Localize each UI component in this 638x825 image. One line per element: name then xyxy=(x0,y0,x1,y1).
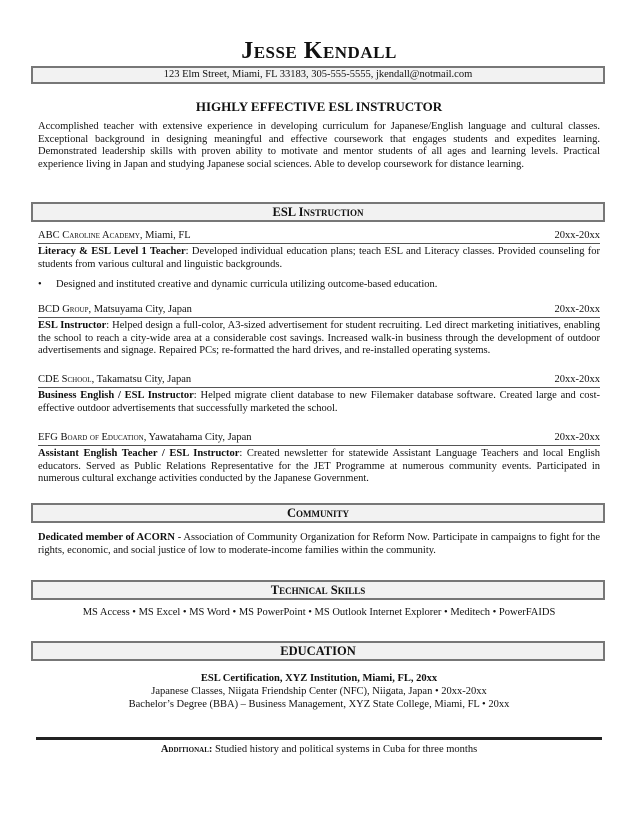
job-details: : Helped design a full-color, A3-sized advertisement for student recruiting. Led direct marketing initiatives, enabling the school to reach a city-wide area at a considerable cost savings. Increased walk-in business through the development of outdoor advertisements and signage. Repaired PCs; re-formatted the hard drives, and re-installed operating systems. xyxy=(38,320,600,357)
job-employer-line xyxy=(38,230,191,242)
employer-name: EFG Board of Education xyxy=(38,432,144,443)
job-employer-line xyxy=(38,374,191,386)
education-line-1: ESL Certification, XYZ Institution, Miami, FL, 20xx xyxy=(200,673,438,684)
contact-bar xyxy=(31,66,605,84)
job-location: , Yawatahama City, Japan xyxy=(143,432,252,443)
section-header-technical-skills xyxy=(31,580,605,600)
job-header xyxy=(38,230,600,244)
job-dates: 20xx-20xx xyxy=(554,304,600,315)
employer-name: ABC Caroline Academy xyxy=(38,230,140,241)
job-role: ESL Instructor xyxy=(38,320,107,331)
job-dates: 20xx-20xx xyxy=(554,374,600,385)
job-location: , Takamatsu City, Japan xyxy=(91,374,192,385)
employer-name: BCD Group xyxy=(38,304,89,315)
job-description xyxy=(38,320,600,358)
section-title: ESL Instruction xyxy=(272,205,364,219)
job-bullet xyxy=(38,279,437,291)
job-details: : Developed individual education plans; teach ESL and Literacy classes. Provided counseling for students from various cultural and linguistic backgrounds. xyxy=(38,246,600,270)
section-title: EDUCATION xyxy=(280,644,356,658)
job-entry xyxy=(38,374,600,415)
job-header xyxy=(38,304,600,318)
summary-paragraph: Accomplished teacher with extensive experience in developing curriculum for Japanese/English language and cultural classes. Exceptional background in designing meaningful and effective coursework that engages students and expedites learning. Demonstrated leadership skills with proven ability to motivate and mentor students of all ages and learning levels. Practical experience living in Japan and studying Japanese social sciences. Able to develop coursework for distance learning. xyxy=(38,121,600,170)
section-title: Technical Skills xyxy=(270,583,366,597)
job-role: Business English / ESL Instructor xyxy=(38,390,194,401)
job-dates: 20xx-20xx xyxy=(554,230,600,241)
job-employer-line xyxy=(38,304,192,316)
candidate-name: Jesse Kendall xyxy=(241,38,397,64)
community-paragraph xyxy=(38,532,600,557)
job-entry xyxy=(38,230,600,271)
job-dates: 20xx-20xx xyxy=(554,432,600,443)
section-header-esl-instruction xyxy=(31,202,605,222)
community-lead: Dedicated member of ACORN xyxy=(38,532,175,543)
job-description xyxy=(38,246,600,271)
skills-list: MS Access • MS Excel • MS Word • MS PowerPoint • MS Outlook Internet Explorer • Meditech • PowerFAIDS xyxy=(82,607,556,618)
job-role: Literacy & ESL Level 1 Teacher xyxy=(38,246,186,257)
education-line-3: Bachelor’s Degree (BBA) – Business Management, XYZ State College, Miami, FL • 20xx xyxy=(128,699,510,710)
section-title: Community xyxy=(286,506,350,520)
job-entry xyxy=(38,304,600,358)
job-details: : Created newsletter for statewide Assistant Language Teachers and local English educators. Served as Public Relations Representative for the JET Programme at numerous community events. Participated in numerous cultural exchange activities conducted by the Japanese Government. xyxy=(38,448,600,485)
additional-text: Studied history and political systems in Cuba for three months xyxy=(212,744,478,755)
job-description xyxy=(38,390,600,415)
job-location: , Miami, FL xyxy=(139,230,191,241)
job-header xyxy=(38,374,600,388)
divider-rule xyxy=(36,737,602,740)
section-header-community xyxy=(31,503,605,523)
job-location: , Matsuyama City, Japan xyxy=(88,304,192,315)
job-header xyxy=(38,432,600,446)
job-role: Assistant English Teacher / ESL Instructor xyxy=(38,448,240,459)
bullet-icon: • xyxy=(38,279,42,290)
section-header-education xyxy=(31,641,605,661)
job-description xyxy=(38,448,600,486)
employer-name: CDE School xyxy=(38,374,92,385)
contact-info: 123 Elm Street, Miami, FL 33183, 305-555-5555, jkendall@notmail.com xyxy=(163,69,473,80)
bullet-text: Designed and instituted creative and dynamic curricula utilizing outcome-based education. xyxy=(56,279,438,290)
job-employer-line xyxy=(38,432,252,444)
additional-label: Additional: xyxy=(160,744,213,755)
community-text: - Association of Community Organization for Reform Now. Participate in campaigns to fight for the rights, economic, and social justice of low to moderate-income families within the community. xyxy=(38,532,601,556)
additional-line xyxy=(0,744,638,755)
job-entry xyxy=(38,432,600,486)
job-details: : Helped migrate client database to new Filemaker database software. Created large and cost-effective outdoor advertisements that successfully marketed the school. xyxy=(38,390,600,414)
education-line-2: Japanese Classes, Niigata Friendship Center (NFC), Niigata, Japan • 20xx-20xx xyxy=(151,686,487,697)
headline: HIGHLY EFFECTIVE ESL INSTRUCTOR xyxy=(195,99,443,114)
